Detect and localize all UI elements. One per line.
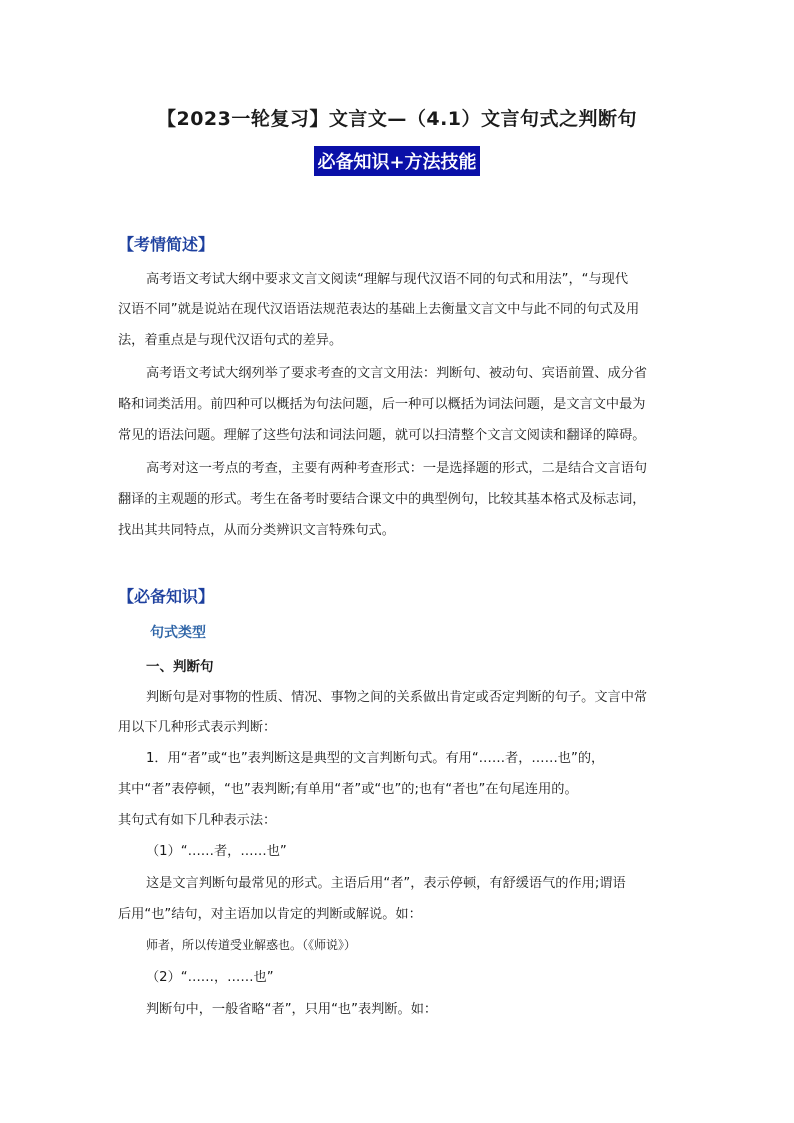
paragraph-line: 略和词类活用。前四种可以概括为句法问题，后一种可以概括为词法问题，是文言文中最为 [118,397,646,412]
document-title: 【2023一轮复习】文言文—（4.1）文言句式之判断句 [156,108,638,130]
paragraph-line: 高考语文考试大纲列举了要求考查的文言文用法：判断句、被动句、宾语前置、成分省 [146,366,648,381]
paragraph-line: 1．用“者”或“也”表判断这是典型的文言判断句式。有用“……者，……也”的， [146,751,605,766]
example-quote: 师者，所以传道受业解惑也。（《师说》） [146,938,357,952]
paragraph-line: 判断句是对事物的性质、情况、事物之间的关系做出肯定或否定判断的句子。文言中常 [146,690,648,705]
paragraph-line: 其中“者”表停顿，“也”表判断;有单用“者”或“也”的;也有“者也”在句尾连用的。 [118,782,578,797]
paragraph-line: 找出其共同特点，从而分类辨识文言特殊句式。 [118,523,395,538]
paragraph-line: 判断句中，一般省略“者”，只用“也”表判断。如： [146,1002,438,1017]
paragraph-line: 这是文言判断句最常见的形式。主语后用“者”，表示停顿，有舒缓语气的作用;谓语 [146,876,626,891]
paragraph-line: 汉语不同”就是说站在现代汉语语法规范表达的基础上去衡量文言文中与此不同的句式及用 [118,302,640,317]
paragraph-line: 高考语文考试大纲中要求文言文阅读“理解与现代汉语不同的句式和用法”，“与现代 [146,272,629,287]
paragraph-line: 法，着重点是与现代汉语句式的差异。 [118,333,343,348]
paragraph-line: 高考对这一考点的考查，主要有两种考查形式：一是选择题的形式，二是结合文言语句 [146,461,648,476]
paragraph-line: 后用“也”结句，对主语加以肯定的判断或解说。如： [118,907,422,922]
paragraph-line: 其句式有如下几种表示法： [118,813,277,828]
subheading-sentence-types: 句式类型 [150,625,206,641]
subtitle-banner: 必备知识+方法技能 [314,146,479,176]
paragraph-line: 用以下几种形式表示判断： [118,720,277,735]
form-heading: （1）“……者，……也” [146,844,287,859]
subtitle-wrap [0,146,794,176]
form-heading: （2）“……，……也” [146,970,274,985]
item-heading: 一、判断句 [146,659,214,675]
section-heading-essential-knowledge: 【必备知识】 [118,587,215,606]
paragraph-line: 翻译的主观题的形式。考生在备考时要结合课文中的典型例句，比较其基本格式及标志词， [118,492,646,507]
paragraph-line: 常见的语法问题。理解了这些句法和词法问题，就可以扫清整个文言文阅读和翻译的障碍。 [118,428,646,443]
section-heading-exam-overview: 【考情简述】 [118,235,215,254]
